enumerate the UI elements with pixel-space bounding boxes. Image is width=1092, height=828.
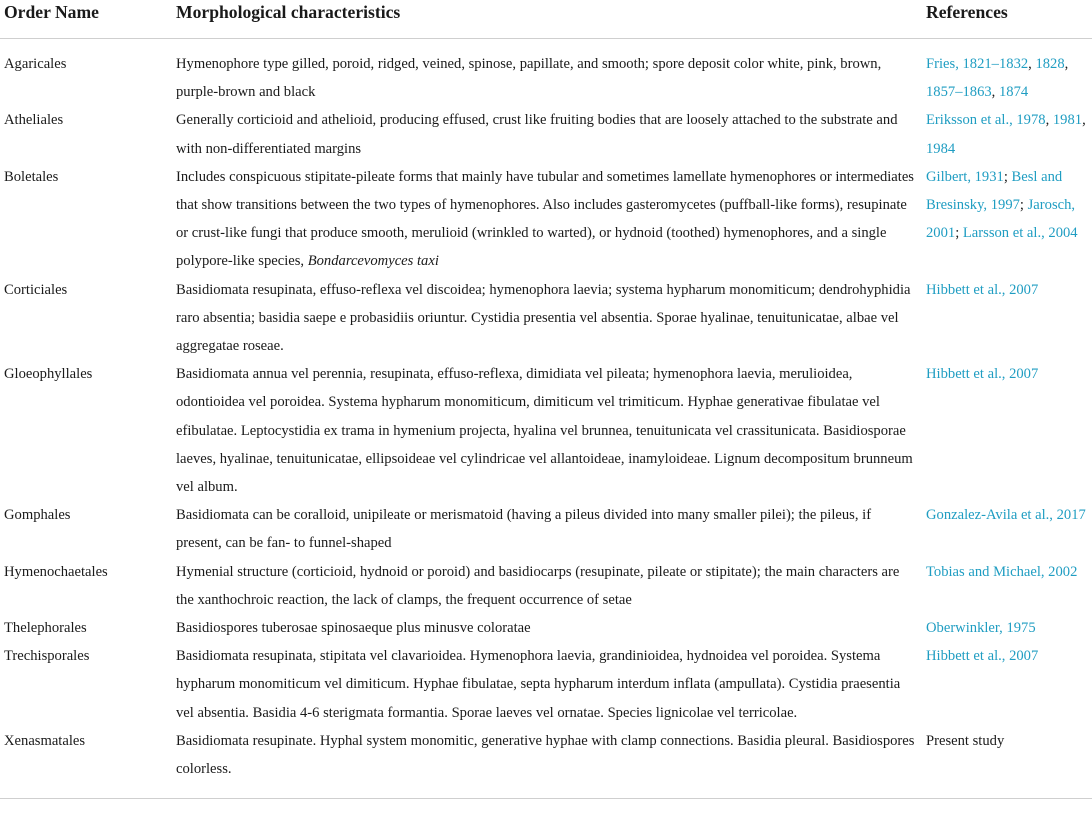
morphology-text: Includes conspicuous stipitate-pileate forms that mainly have tubular and sometimes lamellate hymenophores or intermediates that show transitions between the two types of hymenophores. Also includes gasteromycetes (puffball-like forms), resupinate or crust-like fungi that produce smooth, merulioid (wrinkled to warted), or hydnoid (toothed) hymenophores, and a single polypore-like species, <box>176 168 914 270</box>
reference-link[interactable]: 1828 <box>1035 56 1065 72</box>
reference-separator: , <box>1045 112 1053 129</box>
morphology-text: Hymenophore type gilled, poroid, ridged, veined, spinose, papillate, and smooth; spore deposit color white, pink, brown, purple-brown and black <box>176 56 882 101</box>
reference-link[interactable]: Besl and Bresinsky, 1997 <box>926 168 1063 214</box>
morphology-text: Basidiospores tuberosae spinosaeque plus minusve coloratae <box>176 620 531 637</box>
order-name-cell: Agaricales <box>4 56 67 72</box>
morphology-cell <box>176 501 926 557</box>
header-references: References <box>926 0 1092 32</box>
order-name-cell: Boletales <box>4 168 59 185</box>
table-row <box>0 360 1092 501</box>
reference-text: Present study <box>926 732 1005 749</box>
morphology-text: Basidiomata can be coralloid, unipileate or merismatoid (having a pileus divided into many smaller pilei); the pileus, if present, can be fan- to funnel-shaped <box>176 507 872 552</box>
table-row <box>0 106 1092 162</box>
header-morphology: Morphological characteristics <box>176 0 926 32</box>
species-name: Bondarcevomyces taxi <box>307 253 439 270</box>
references-cell <box>926 39 1092 107</box>
reference-link[interactable]: 1857–1863 <box>926 84 992 101</box>
table-row <box>0 558 1092 614</box>
table-row <box>0 39 1092 107</box>
references-cell <box>926 276 1092 361</box>
order-name-cell: Gloeophyllales <box>4 366 93 383</box>
order-name-cell: Hymenochaetales <box>4 563 108 580</box>
table-row <box>0 614 1092 642</box>
morphology-text: Generally corticioid and athelioid, producing effused, crust like fruiting bodies that are loosely attached to the substrate and with non-differentiated margins <box>176 112 898 157</box>
morphology-text: Basidiomata resupinata, stipitata vel clavarioidea. Hymenophora laevia, grandinioidea, hydnoidea vel poroidea. Systema hypharum monomiticum vel dimiticum. Hyphae fibulatae, septa hypharum interdum inflata (ampullata). Cystidia praesentia vel absentia. Basidia 4-6 sterigmata formantia. Sporae laeves vel ornatae. Species lignicolae vel terricolae. <box>176 648 901 721</box>
order-name-cell: Atheliales <box>4 112 64 129</box>
reference-link[interactable]: Gonzalez-Avila et al., 2017 <box>926 507 1086 524</box>
reference-separator: , <box>1082 112 1086 129</box>
morphology-cell <box>176 163 926 276</box>
header-order-name: Order Name <box>0 0 176 32</box>
reference-link[interactable]: Gilbert, 1931 <box>926 168 1004 185</box>
table-row <box>0 163 1092 276</box>
morphology-cell <box>176 106 926 162</box>
morphology-cell <box>176 558 926 614</box>
order-name-cell: Gomphales <box>4 507 71 524</box>
reference-link[interactable]: Jarosch, 2001 <box>926 197 1076 242</box>
table-row <box>0 276 1092 361</box>
references-cell <box>926 642 1092 727</box>
reference-separator: , <box>991 84 999 101</box>
reference-link[interactable]: Tobias and Michael, 2002 <box>926 563 1078 580</box>
order-name-cell: Corticiales <box>4 281 68 298</box>
morphology-text: Basidiomata annua vel perennia, resupinata, effuso-reflexa, dimidiata vel pileata; hymenophora laevia, merulioidea, odontioidea vel poroidea. Systema hypharum monomiticum, dimiticum vel trimiticum. Hyphae generativae fibulatae vel efibulatae. Leptocystidia ex trama in hymenium projecta, hyalina vel brunnea, tenuitunicata vel crassitunicata. Basidiosporae laeves, hyalinae, tenuitunicatae, ellipsoideae vel cylindricae vel allantoideae, inamyloideae. Lignum decompositum brunneum vel album. <box>176 366 913 496</box>
table-row <box>0 727 1092 799</box>
reference-link[interactable]: Hibbett et al., 2007 <box>926 366 1039 383</box>
morphology-cell <box>176 360 926 501</box>
reference-link[interactable]: Oberwinkler, 1975 <box>926 620 1036 637</box>
morphology-cell <box>176 642 926 727</box>
reference-separator: , <box>1064 56 1069 72</box>
reference-link[interactable]: Eriksson et al., 1978 <box>926 112 1046 129</box>
references-cell <box>926 558 1092 614</box>
references-cell <box>926 106 1092 162</box>
morphology-cell <box>176 276 926 361</box>
reference-link[interactable]: 1874 <box>998 84 1029 101</box>
references-cell <box>926 727 1092 799</box>
reference-link[interactable]: 1984 <box>926 140 956 157</box>
reference-link[interactable]: Fries, 1821–1832 <box>926 56 1029 72</box>
order-name-cell: Thelephorales <box>4 620 87 637</box>
table-body <box>0 39 1092 799</box>
reference-separator: ; <box>1019 197 1028 214</box>
order-name-cell: Xenasmatales <box>0 727 176 799</box>
morphology-cell <box>176 614 926 642</box>
reference-separator: , <box>1028 56 1036 72</box>
references-cell <box>926 614 1092 642</box>
order-name-cell: Trechisporales <box>4 648 90 665</box>
table-header-row <box>0 0 1092 39</box>
morphology-cell <box>176 727 926 799</box>
morphology-cell <box>176 39 926 107</box>
reference-link[interactable]: Hibbett et al., 2007 <box>926 281 1039 298</box>
morphology-text: Basidiomata resupinate. Hyphal system monomitic, generative hyphae with clamp connections. Basidia pleural. Basidiospores colorless. <box>176 732 915 778</box>
morphology-text: Basidiomata resupinata, effuso-reflexa vel discoidea; hymenophora laevia; systema hypharum monomiticum; dendrohyphidia raro absentia; basidia saepe e probasidiis oriuntur. Cystidia presentia vel absentia. Sporae hyalinae, tenuitunicatae, albae vel aggregatae roseae. <box>176 281 911 355</box>
reference-link[interactable]: Larsson et al., 2004 <box>962 225 1078 242</box>
table-row <box>0 642 1092 727</box>
reference-separator: ; <box>1003 168 1012 185</box>
references-cell <box>926 501 1092 557</box>
reference-link[interactable]: Hibbett et al., 2007 <box>926 648 1039 665</box>
reference-link[interactable]: 1981 <box>1052 112 1083 129</box>
table-row <box>0 501 1092 557</box>
reference-separator: ; <box>955 225 963 242</box>
references-cell <box>926 163 1092 276</box>
morphology-text: Hymenial structure (corticioid, hydnoid or poroid) and basidiocarps (resupinate, pileate or stipitate); the main characters are the xanthochroic reaction, the lack of clamps, the frequent occurrence of setae <box>176 563 900 608</box>
references-cell <box>926 360 1092 501</box>
